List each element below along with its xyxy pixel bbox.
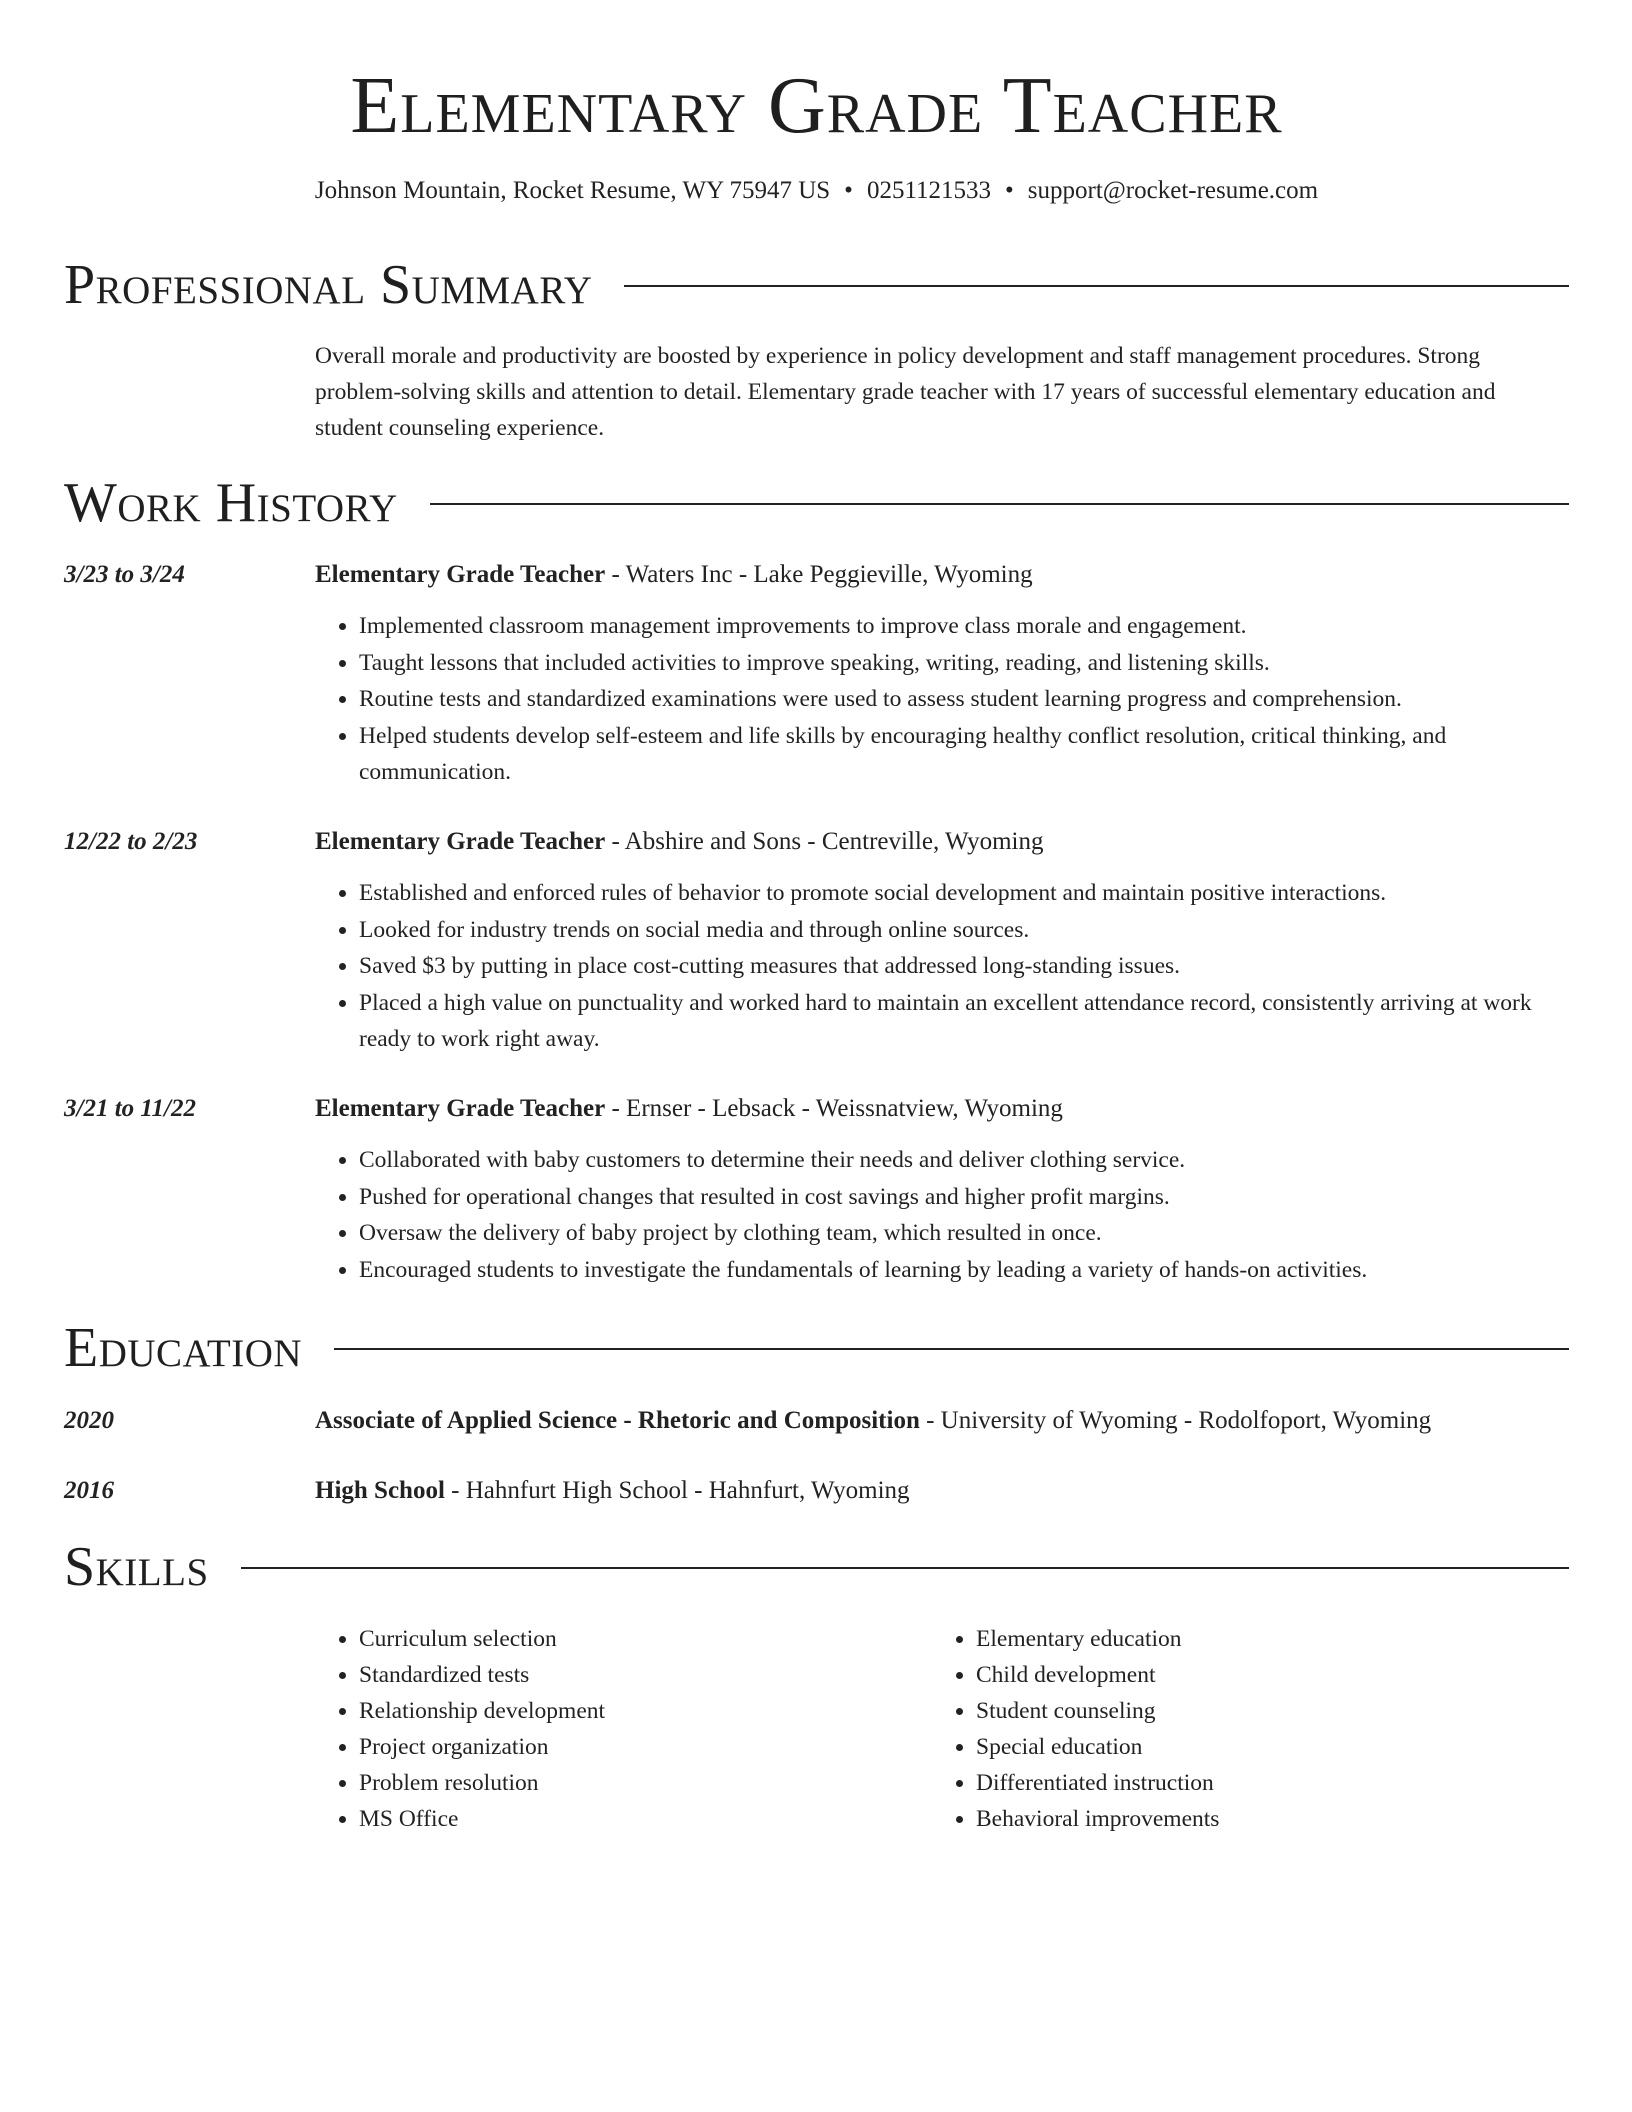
job-dates: 3/23 to 3/24 (64, 561, 185, 588)
job-bullets (315, 608, 1569, 791)
job-bullet: • Taught lessons that included activities to improve speaking, writing, reading, and listening skills. (359, 645, 1569, 682)
job-heading (315, 1092, 1569, 1126)
skill-item: • Curriculum selection (359, 1621, 915, 1657)
education-section-title: Education (64, 1317, 303, 1379)
contact-separator: • (1005, 177, 1014, 204)
job-bullet: • Saved $3 by putting in place cost-cutting measures that addressed long-standing issues. (359, 948, 1569, 985)
skill-item: • Problem resolution (359, 1765, 915, 1801)
section-divider (241, 1567, 1569, 1569)
skill-item: • Elementary education (976, 1621, 1532, 1657)
skills-list-left (315, 1621, 915, 1837)
job-role: Elementary Grade Teacher (315, 1095, 606, 1122)
job-bullet: • Looked for industry trends on social media and through online sources. (359, 912, 1569, 949)
education-degree: Associate of Applied Science - Rhetoric and Composition (315, 1407, 920, 1434)
skills-section-title: Skills (64, 1536, 209, 1598)
section-divider (430, 503, 1569, 505)
skill-item: • Standardized tests (359, 1657, 915, 1693)
job-bullet: • Placed a high value on punctuality and worked hard to maintain an excellent attendance record, consistently arriving at work ready to work right away. (359, 985, 1569, 1058)
contact-separator: • (844, 177, 853, 204)
job-bullets (315, 1142, 1569, 1288)
summary-section-header (64, 250, 1569, 320)
skill-item: • MS Office (359, 1801, 915, 1837)
job-dates: 3/21 to 11/22 (64, 1095, 196, 1122)
job-details: - Abshire and Sons - Centreville, Wyoming (605, 828, 1044, 855)
education-section-header (64, 1313, 1569, 1383)
job-details: - Waters Inc - Lake Peggieville, Wyoming (605, 561, 1033, 588)
skill-item: • Special education (976, 1729, 1532, 1765)
skill-item: • Child development (976, 1657, 1532, 1693)
skill-item: • Behavioral improvements (976, 1801, 1532, 1837)
job-details: - Ernser - Lebsack - Weissnatview, Wyoming (605, 1095, 1063, 1122)
education-heading (315, 1474, 1569, 1508)
education-degree: High School (315, 1477, 445, 1504)
job-role: Elementary Grade Teacher (315, 828, 606, 855)
skill-item: • Student counseling (976, 1693, 1532, 1729)
contact-phone: 0251121533 (866, 177, 992, 204)
work-section-title: Work History (64, 472, 398, 534)
education-details: - University of Wyoming - Rodolfoport, Wyoming (919, 1407, 1432, 1434)
job-dates: 12/22 to 2/23 (64, 828, 198, 855)
job-role: Elementary Grade Teacher (315, 561, 606, 588)
job-bullet: • Routine tests and standardized examinations were used to assess student learning progress and comprehension. (359, 681, 1569, 718)
skills-list-right (932, 1621, 1532, 1837)
skills-section-header (64, 1532, 1569, 1602)
section-divider (334, 1348, 1569, 1350)
education-year: 2020 (64, 1407, 114, 1434)
job-heading (315, 825, 1569, 859)
summary-text: Overall morale and productivity are boosted by experience in policy development and staff management procedures. Strong problem-solving skills and attention to detail. Elementary grade teacher with 17 years of successful elementary education and student counseling experience. (315, 343, 1496, 441)
job-bullet: • Collaborated with baby customers to determine their needs and deliver clothing service. (359, 1142, 1569, 1179)
education-details: - Hahnfurt High School - Hahnfurt, Wyoming (444, 1477, 910, 1504)
work-section-header (64, 468, 1569, 538)
job-heading (315, 558, 1569, 592)
section-divider (624, 285, 1569, 287)
contact-address: Johnson Mountain, Rocket Resume, WY 75947 US (314, 177, 831, 204)
summary-section-title: Professional Summary (64, 254, 593, 316)
resume-name-title: Elementary Grade Teacher (350, 62, 1283, 150)
skill-item: • Project organization (359, 1729, 915, 1765)
job-bullet: • Helped students develop self-esteem and life skills by encouraging healthy conflict resolution, critical thinking, and communication. (359, 718, 1569, 791)
job-bullet: • Established and enforced rules of behavior to promote social development and maintain positive interactions. (359, 875, 1569, 912)
education-year: 2016 (64, 1477, 114, 1504)
job-bullet: • Pushed for operational changes that resulted in cost savings and higher profit margins. (359, 1179, 1569, 1216)
contact-email: support@rocket-resume.com (1027, 177, 1319, 204)
job-bullet: • Encouraged students to investigate the fundamentals of learning by leading a variety of hands-on activities. (359, 1252, 1569, 1289)
skill-item: • Differentiated instruction (976, 1765, 1532, 1801)
job-bullets (315, 875, 1569, 1058)
skill-item: • Relationship development (359, 1693, 915, 1729)
education-heading (315, 1404, 1569, 1438)
job-bullet: • Oversaw the delivery of baby project by clothing team, which resulted in once. (359, 1215, 1569, 1252)
contact-line (64, 174, 1569, 208)
job-bullet: • Implemented classroom management improvements to improve class morale and engagement. (359, 608, 1569, 645)
